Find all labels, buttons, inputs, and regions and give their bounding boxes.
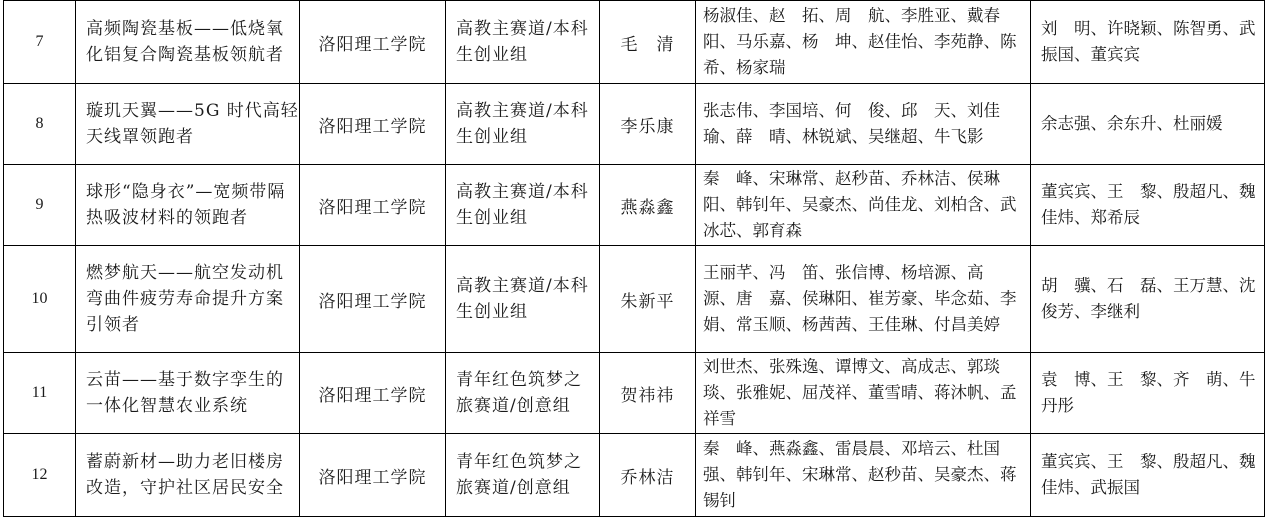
team-members: 王丽芊、冯 笛、张信博、杨培源、高 源、唐 嘉、侯琳阳、崔芳豪、毕念茹、李 娟、常玉顺、杨茜茜、王佳琳、付昌美婷: [696, 246, 1031, 353]
school-name: 洛阳理工学院: [300, 165, 446, 246]
row-number: 12: [4, 434, 76, 517]
team-leader: 李乐康: [600, 84, 696, 165]
table-row: [4, 84, 1265, 165]
table-row: [4, 353, 1265, 434]
team-members: 杨淑佳、赵 拓、周 航、李胜亚、戴春阳、马乐嘉、杨 坤、赵佳怡、李苑静、陈 希、杨家瑞: [696, 1, 1031, 84]
project-name: 高频陶瓷基板——低烧氧化铝复合陶瓷基板领航者: [76, 1, 300, 84]
track-group: 高教主赛道/本科生创业组: [446, 1, 600, 84]
school-name: 洛阳理工学院: [300, 434, 446, 517]
advisors: 袁 博、王 黎、齐 萌、牛丹彤: [1031, 353, 1265, 434]
team-members: 秦 峰、燕淼鑫、雷晨晨、邓培云、杜国强、韩钊年、宋琳常、赵秒苗、吴豪杰、蒋锡钊: [696, 434, 1031, 517]
advisors: 董宾宾、王 黎、殷超凡、魏佳炜、武振国: [1031, 434, 1265, 517]
team-leader: 毛 清: [600, 1, 696, 84]
team-leader: 乔林洁: [600, 434, 696, 517]
advisors: 余志强、余东升、杜丽媛: [1031, 84, 1265, 165]
track-group: 高教主赛道/本科生创业组: [446, 84, 600, 165]
school-name: 洛阳理工学院: [300, 353, 446, 434]
team-members: 刘世杰、张殊逸、谭博文、高成志、郭琰琰、张雅妮、屈茂祥、董雪晴、蒋沐帆、孟祥雪: [696, 353, 1031, 434]
project-name: 云苗——基于数字孪生的一体化智慧农业系统: [76, 353, 300, 434]
project-name: 燃梦航天——航空发动机弯曲件疲劳寿命提升方案引领者: [76, 246, 300, 353]
project-name: 璇玑天翼——5G 时代高轻天线罩领跑者: [76, 84, 300, 165]
row-number: 9: [4, 165, 76, 246]
table-row: [4, 434, 1265, 517]
team-members: 张志伟、李国培、何 俊、邱 天、刘佳瑜、薛 晴、林锐斌、吴继超、牛飞影: [696, 84, 1031, 165]
team-leader: 燕淼鑫: [600, 165, 696, 246]
track-group: 青年红色筑梦之旅赛道/创意组: [446, 353, 600, 434]
row-number: 8: [4, 84, 76, 165]
track-group: 高教主赛道/本科生创业组: [446, 246, 600, 353]
table-row: [4, 165, 1265, 246]
row-number: 10: [4, 246, 76, 353]
school-name: 洛阳理工学院: [300, 246, 446, 353]
advisors: 刘 明、许晓颖、陈智勇、武振国、董宾宾: [1031, 1, 1265, 84]
table-row: [4, 1, 1265, 84]
row-number: 11: [4, 353, 76, 434]
row-number: 7: [4, 1, 76, 84]
advisors: 董宾宾、王 黎、殷超凡、魏佳炜、郑希辰: [1031, 165, 1265, 246]
team-leader: 贺祎祎: [600, 353, 696, 434]
awards-table: [3, 0, 1265, 517]
table-row: [4, 246, 1265, 353]
school-name: 洛阳理工学院: [300, 1, 446, 84]
project-name: 蓄蔚新材—助力老旧楼房改造，守护社区居民安全: [76, 434, 300, 517]
team-leader: 朱新平: [600, 246, 696, 353]
school-name: 洛阳理工学院: [300, 84, 446, 165]
advisors: 胡 骥、石 磊、王万慧、沈俊芳、李继利: [1031, 246, 1265, 353]
project-name: 球形“隐身衣”—宽频带隔热吸波材料的领跑者: [76, 165, 300, 246]
track-group: 青年红色筑梦之旅赛道/创意组: [446, 434, 600, 517]
team-members: 秦 峰、宋琳常、赵秒苗、乔林洁、侯琳阳、韩钊年、吴豪杰、尚佳龙、刘柏含、武冰芯、郭育森: [696, 165, 1031, 246]
track-group: 高教主赛道/本科生创业组: [446, 165, 600, 246]
